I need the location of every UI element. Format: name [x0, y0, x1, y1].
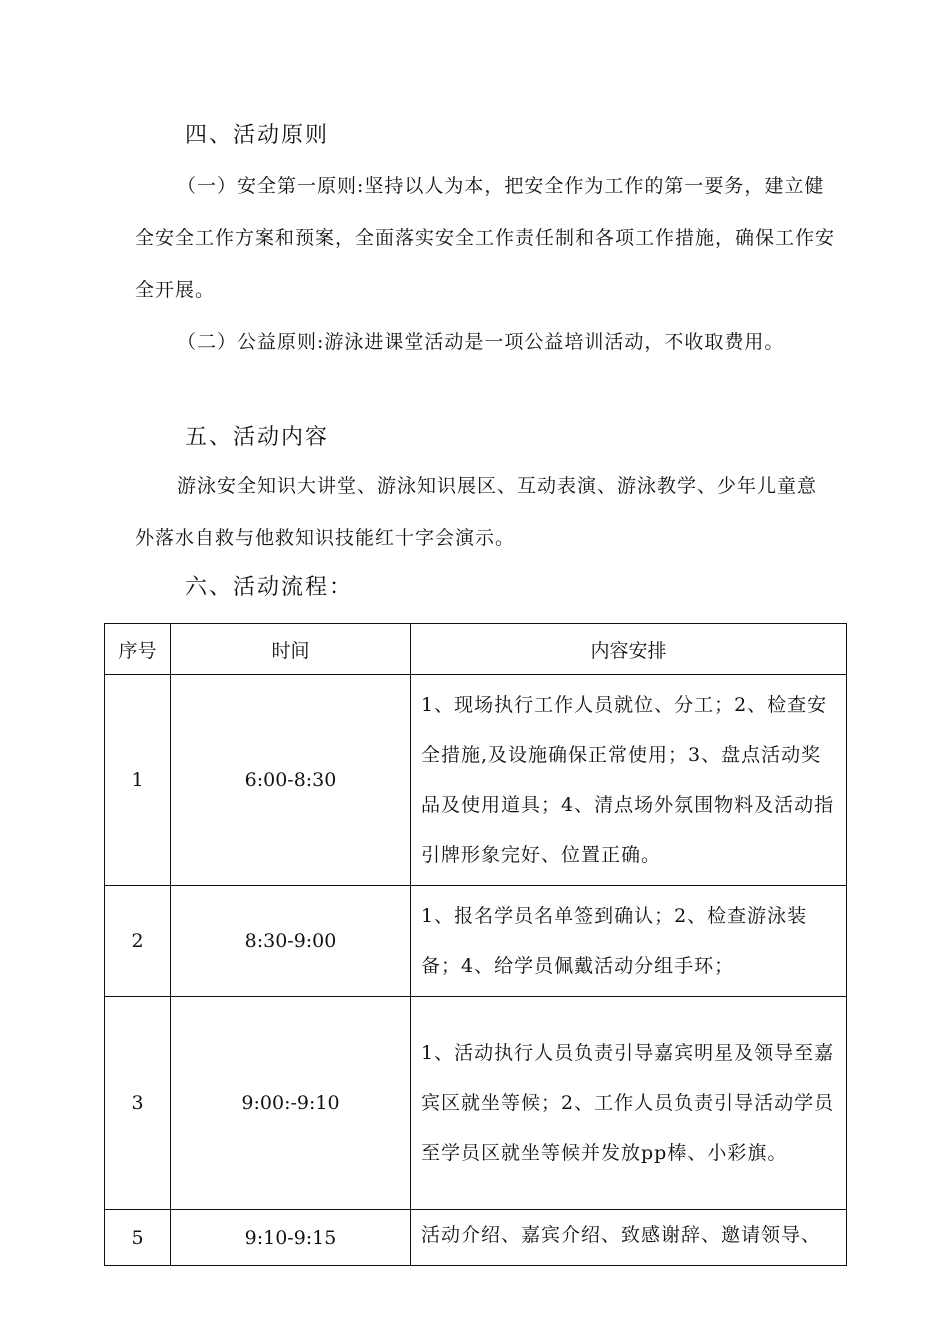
row-time: 9:10-9:15: [171, 1210, 411, 1266]
section-4-paragraph-2: [135, 316, 835, 368]
row-content: 1、现场执行工作人员就位、分工；2、检查安全措施,及设施确保正常使用；3、盘点活动奖品及使用道具；4、清点场外氛围物料及活动指引牌形象完好、位置正确。: [411, 675, 847, 886]
header-content: 内容安排: [411, 624, 847, 675]
row-content: 活动介绍、嘉宾介绍、致感谢辞、邀请领导、: [411, 1210, 847, 1266]
section-5-paragraph-text: 游泳安全知识大讲堂、游泳知识展区、互动表演、游泳教学、少年儿童意外落水自救与他救知识技能红十字会演示。: [135, 475, 818, 549]
table-row: [105, 675, 847, 886]
table-row: [105, 1210, 847, 1266]
row-no: 5: [105, 1210, 171, 1266]
section-5-paragraph: [135, 460, 835, 564]
row-no: 1: [105, 675, 171, 886]
table-header-row: [105, 624, 847, 675]
section-6-title: 六、活动流程：: [185, 575, 354, 600]
row-no: 3: [105, 997, 171, 1210]
row-no: 2: [105, 886, 171, 997]
section-4-paragraph-2-text: （二）公益原则:游泳进课堂活动是一项公益培训活动，不收取费用。: [177, 331, 785, 353]
table-row: [105, 886, 847, 997]
header-time: 时间: [171, 624, 411, 675]
schedule-table: [104, 623, 847, 1266]
row-content: 1、活动执行人员负责引导嘉宾明星及领导至嘉宾区就坐等候；2、工作人员负责引导活动学员至学员区就坐等候并发放pp棒、小彩旗。: [411, 997, 847, 1210]
section-4-paragraph-1-text: （一）安全第一原则:坚持以人为本，把安全作为工作的第一要务，建立健全安全工作方案和预案，全面落实安全工作责任制和各项工作措施，确保工作安全开展。: [135, 175, 836, 301]
row-content: 1、报名学员名单签到确认；2、检查游泳装备；4、给学员佩戴活动分组手环；: [411, 886, 847, 997]
section-4-title: 四、活动原则: [185, 123, 330, 148]
header-no: 序号: [105, 624, 171, 675]
row-time: 8:30-9:00: [171, 886, 411, 997]
table-row: [105, 997, 847, 1210]
section-4-paragraph-1: [135, 160, 835, 316]
section-5-title: 五、活动内容: [185, 425, 330, 450]
row-time: 9:00:-9:10: [171, 997, 411, 1210]
row-time: 6:00-8:30: [171, 675, 411, 886]
